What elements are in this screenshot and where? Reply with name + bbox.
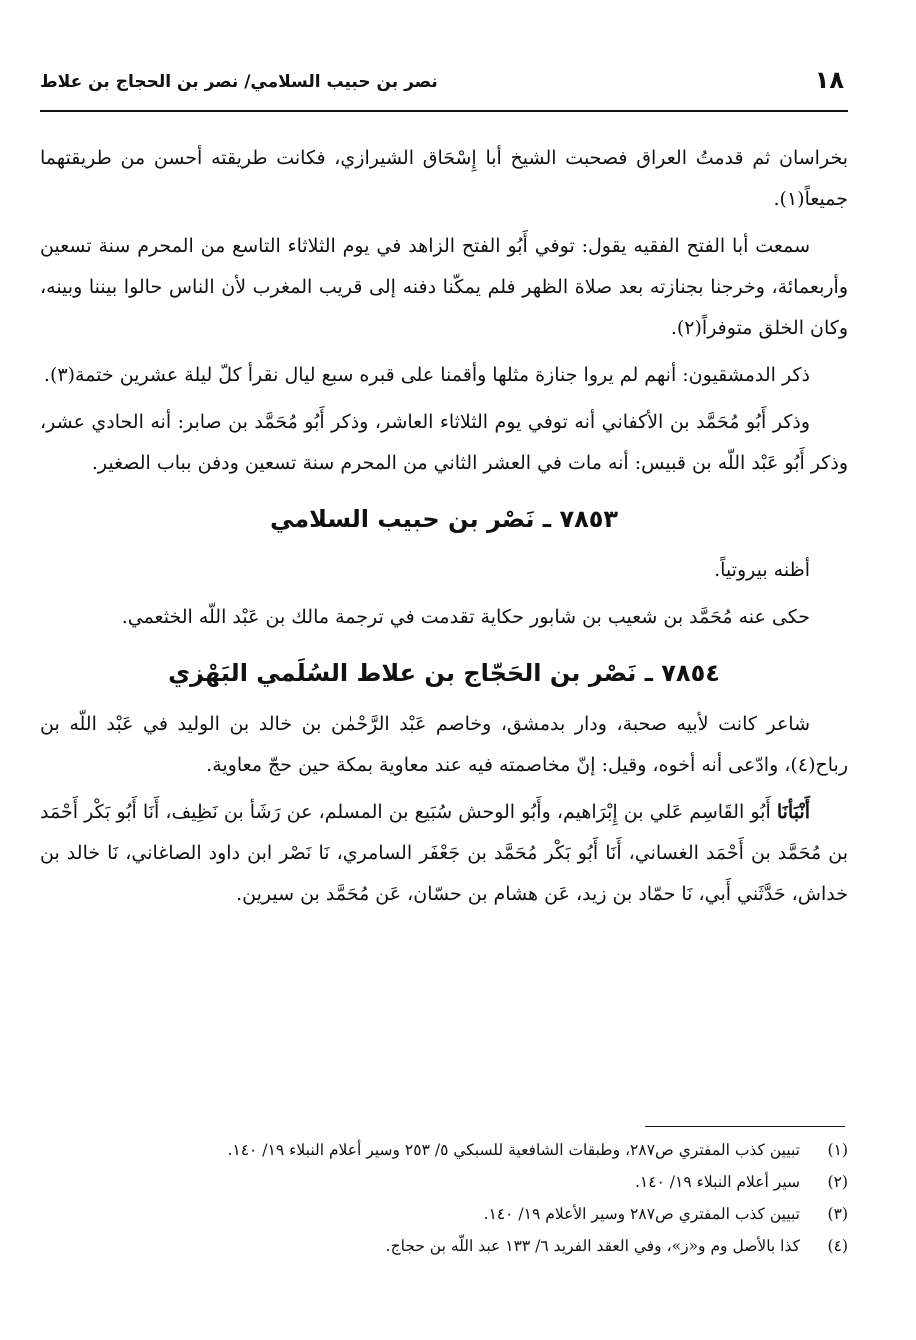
footnote-1 (40, 1134, 848, 1166)
footnote-text: سير أعلام النبلاء ١٩/ ١٤٠. (634, 1173, 800, 1191)
paragraph-5: أظنه بيروتياً. (714, 559, 810, 581)
footnotes (40, 1134, 848, 1262)
footnote-3 (40, 1198, 848, 1230)
footnote-number: (٤) (827, 1237, 848, 1255)
entry-heading-7853: ٧٨٥٣ ـ نَصْر بن حبيب السلامي (269, 505, 619, 533)
footnote-number: (٣) (827, 1205, 848, 1223)
footnote-separator (645, 1126, 845, 1127)
isnad-text: أَبُو القَاسِم عَلي بن إِبْرَاهيم، وأَبُو الوحش سُبَيع بن المسلم، عن رَشَأ بن نَظِيف، أَنَا أَبُو بَكْر أَحْمَد بن مُحَمَّد بن أَحْمَد الغساني، أَنَا أَبُو بَكْر مُحَمَّد بن جَعْفَر السامري، نَا نَصْر ابن داود الصاغاني، نَا خالد بن خداش، حَدَّثَني أَبي، نَا حمّاد بن زيد، عَن هشام بن حسّان، عَن مُحَمَّد بن سيرين. (40, 801, 848, 905)
footnote-text: تبيين كذب المفتري ص٢٨٧، وطبقات الشافعية للسبكي ٥/ ٢٥٣ وسير أعلام النبلاء ١٩/ ١٤٠. (227, 1141, 800, 1159)
footnote-text: كذا بالأصل وم و«ز»، وفي العقد الفريد ٦/ ١٣٣ عبد اللّه بن حجاج. (385, 1237, 800, 1255)
footnote-text: تبيين كذب المفتري ص٢٨٧ وسير الأعلام ١٩/ ١٤٠. (483, 1205, 800, 1223)
footnote-number: (٢) (827, 1173, 848, 1191)
paragraph-8 (40, 792, 848, 915)
paragraph-1: بخراسان ثم قدمتُ العراق فصحبت الشيخ أبا إِسْحَاق الشيرازي، فكانت طريقته أحسن من طريقتهما جميعاً(١). (40, 147, 848, 210)
paragraph-6: حكى عنه مُحَمَّد بن شعيب بن شابور حكاية تقدمت في ترجمة مالك بن عَبْد اللّه الخثعمي. (121, 606, 810, 628)
footnote-2 (40, 1166, 848, 1198)
page-header (40, 62, 848, 112)
paragraph-3: ذكر الدمشقيون: أنهم لم يروا جنازة مثلها وأقمنا على قبره سبع ليال نقرأ كلّ ليلة عشرين ختمة(٣). (43, 364, 810, 386)
paragraph-4: وذكر أَبُو مُحَمَّد بن الأكفاني أنه توفي يوم الثلاثاء العاشر، وذكر أَبُو مُحَمَّد بن صابر: أنه الحادي عشر، وذكر أَبُو عَبْد اللّه بن قبيس: أنه مات في العشر الثاني من المحرم سنة تسعين ودفن بباب الصغير. (40, 411, 848, 474)
paragraph-2: سمعت أبا الفتح الفقيه يقول: توفي أَبُو الفتح الزاهد في يوم الثلاثاء التاسع من المحرم سنة تسعين وأربعمائة، وخرجنا بجنازته بعد صلاة الظهر فلم يمكّنا دفنه إلى قريب المغرب لأن الناس حالوا بيننا وبينه، وكان الخلق متوفراً(٢). (40, 235, 848, 339)
isnad-lead-word: أَنْبَأنَا (776, 801, 810, 823)
main-text (40, 138, 848, 921)
page-number: ١٨ (814, 66, 844, 94)
running-head: نصر بن حبيب السلامي/ نصر بن الحجاج بن علاط (40, 72, 438, 92)
paragraph-7: شاعر كانت لأبيه صحبة، ودار بدمشق، وخاصم عَبْد الرَّحْمٰن بن خالد بن الوليد في عَبْد اللّه بن رباح(٤)، وادّعى أنه أخوه، وقيل: إنّ مخاصمته فيه عند معاوية بمكة حين حجّ معاوية. (40, 713, 848, 776)
footnote-number: (١) (827, 1141, 848, 1159)
footnote-4 (40, 1230, 848, 1262)
entry-heading-7854: ٧٨٥٤ ـ نَصْر بن الحَجّاج بن علاط السُلَمي البَهْزي (168, 659, 720, 687)
